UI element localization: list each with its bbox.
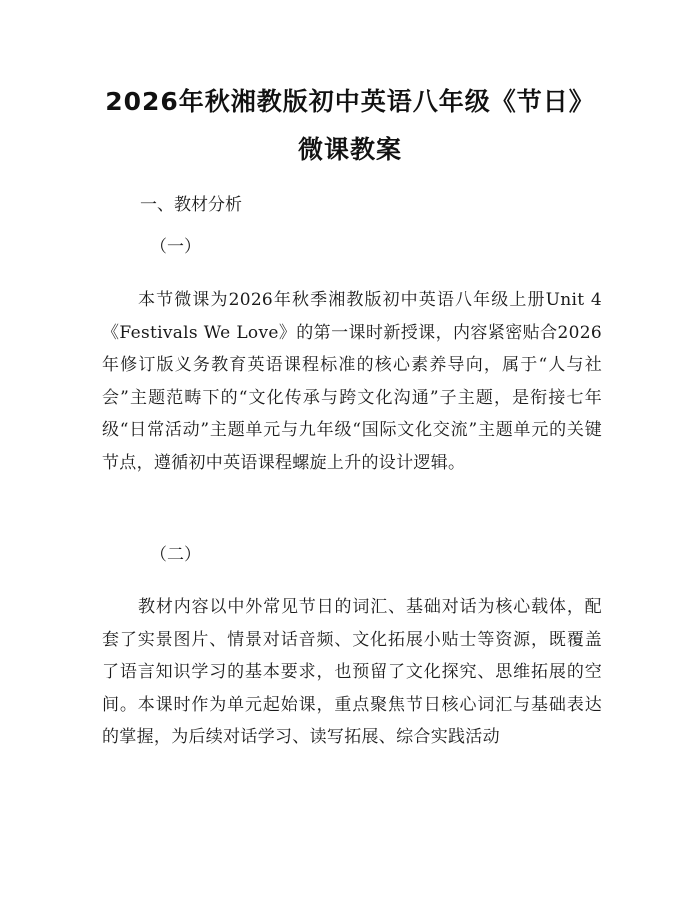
document-title: 2026年秋湘教版初中英语八年级《节日》微课教案	[105, 87, 595, 164]
paragraph-1: 本节微课为2026年秋季湘教版初中英语八年级上册Unit 4《Festivals We Love》的第一课时新授课，内容紧密贴合2026年修订版义务教育英语课程标准的核心素养导向，属于“人与社会”主题范畴下的“文化传承与跨文化沟通”子主题，是衔接七年级“日常活动”主题单元与九年级“国际文化交流”主题单元的关键节点，遵循初中英语课程螺旋上升的设计逻辑。	[102, 290, 602, 473]
paragraph-2: 教材内容以中外常见节日的词汇、基础对话为核心载体，配套了实景图片、情景对话音频、文化拓展小贴士等资源，既覆盖了语言知识学习的基本要求，也预留了文化探究、思维拓展的空间。本课时作为单元起始课，重点聚焦节日核心词汇与基础表达的掌握，为后续对话学习、读写拓展、综合实践活动	[102, 597, 602, 747]
section-heading: 一、教材分析	[140, 195, 242, 215]
subsection-heading-2: （二）	[150, 545, 201, 565]
subsection-heading-1: （一）	[150, 237, 201, 257]
